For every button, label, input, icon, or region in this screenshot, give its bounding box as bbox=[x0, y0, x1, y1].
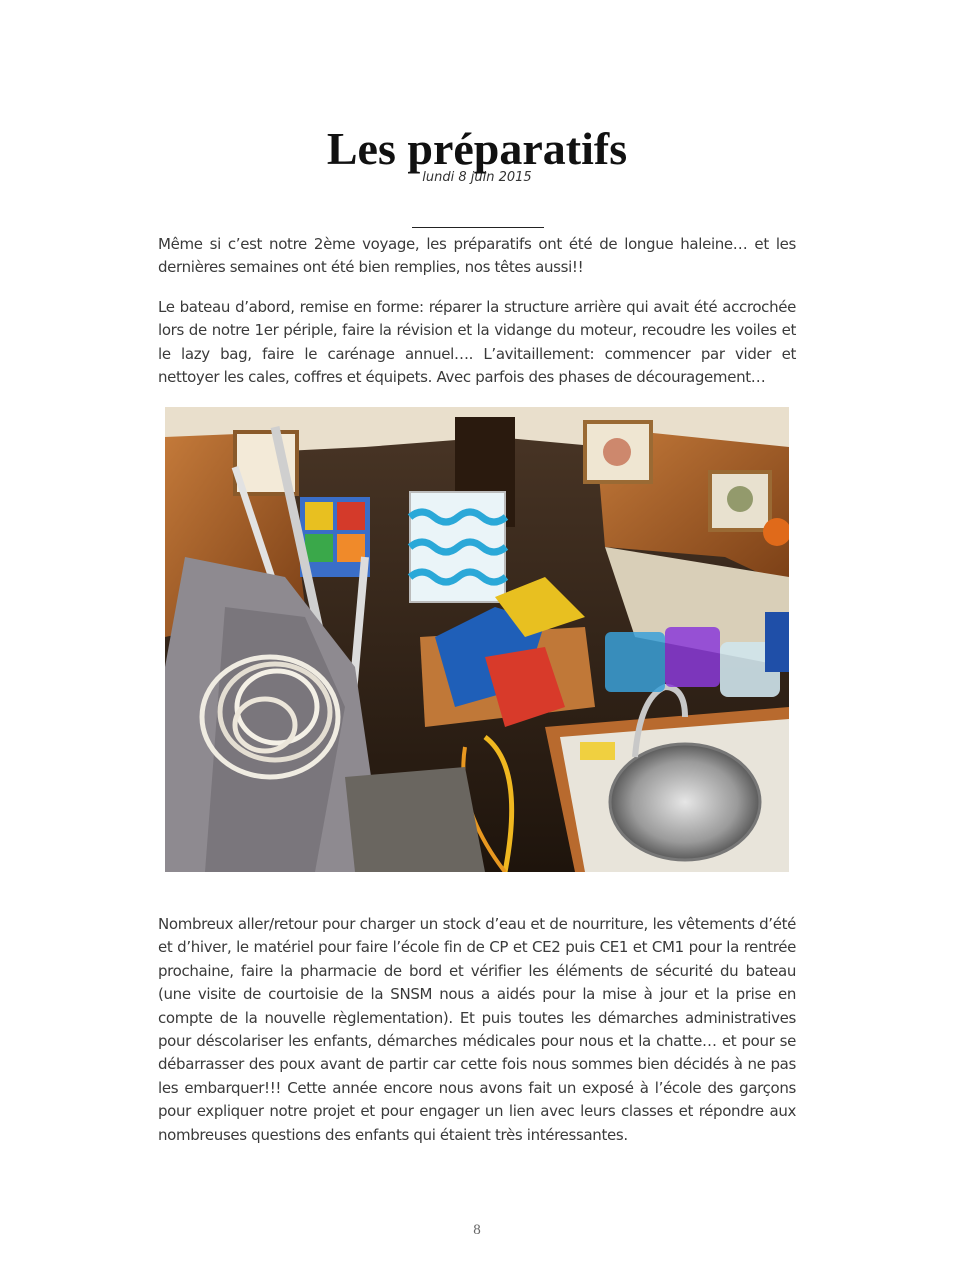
paragraph-intro: Même si c’est notre 2ème voyage, les préparatifs ont été de longue haleine… et les dernières semaines ont été bien remplies, nos têtes aussi!! bbox=[158, 235, 796, 277]
page-title: Les préparatifs bbox=[326, 123, 628, 174]
paragraph-boat-preparation: Le bateau d’abord, remise en forme: réparer la structure arrière qui avait été accrochée lors de notre 1er périple, faire la révision et la vidange du moteur, recoudre les voiles et le lazy bag, faire le carénage annuel…. L’avitaillement: commencer par vider et nettoyer les cales, coffres et équipets. Avec parfois des phases de découragement… bbox=[158, 298, 796, 387]
boat-interior-photo bbox=[165, 407, 789, 872]
title-divider bbox=[412, 227, 544, 228]
post-date: lundi 8 juin 2015 bbox=[422, 170, 532, 185]
paragraph-supplies-and-admin: Nombreux aller/retour pour charger un stock d’eau et de nourriture, les vêtements d’été et d’hiver, le matériel pour faire l’école fin de CP et CE2 puis CE1 et CM1 pour la rentrée prochaine, faire la pharmacie de bord et vérifier les éléments de sécurité du bateau (une visite de courtoisie de la SNSM nous a aidés pour la mise à jour et la prise en compte de la nouvelle règlementation). Et puis toutes les démarches administratives pour déscolariser les enfants, démarches médicales pour nous et la chatte… et pour se débarrasser des poux avant de partir car cette fois nous sommes bien décidés à ne pas les embarquer!!! Cette année encore nous avons fait un exposé à l’école des garçons pour expliquer notre projet et pour engager un lien avec leurs classes et répondre aux nombreuses questions des enfants qui étaient très intéressantes. bbox=[158, 915, 796, 1144]
page-number: 8 bbox=[473, 1222, 481, 1238]
